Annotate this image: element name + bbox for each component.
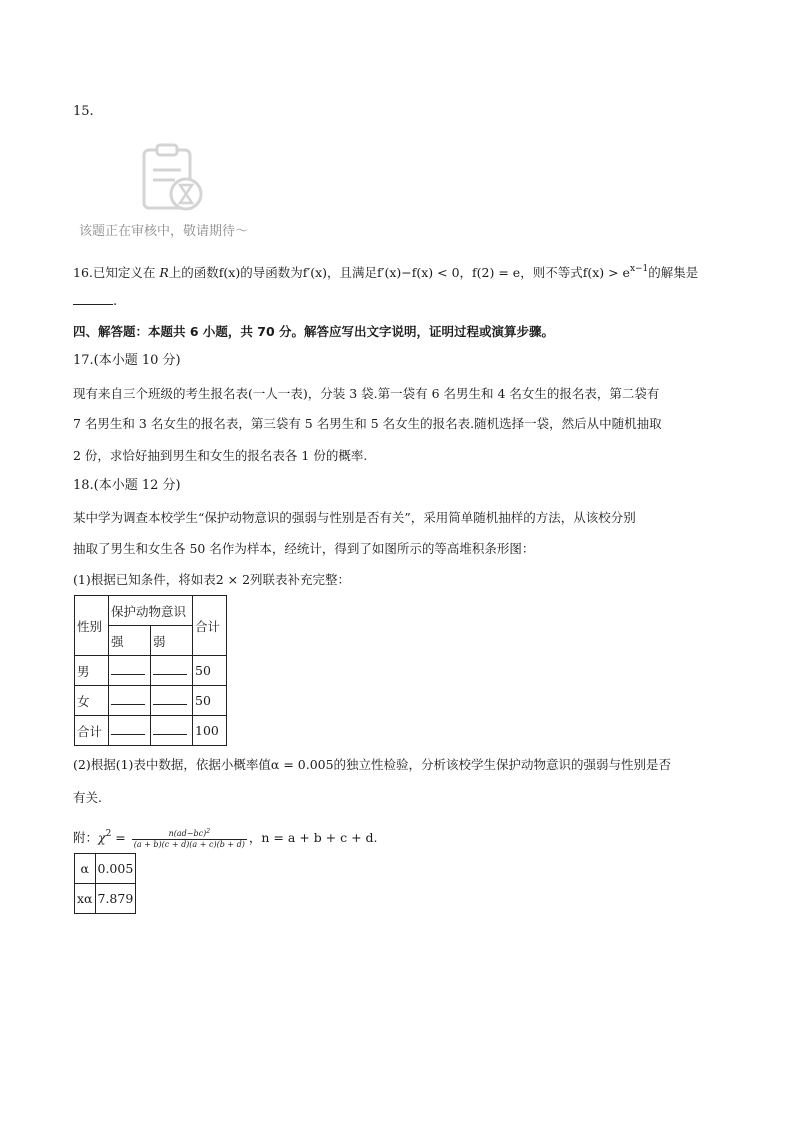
answer-blank xyxy=(153,724,187,735)
q17-line-1: 现有来自三个班级的考生报名表(一人一表)，分装 3 袋.第一袋有 6 名男生和 4 名女生的报名表，第二袋有 xyxy=(73,386,660,401)
q16-text-a: 16.已知定义在 xyxy=(73,265,156,280)
header-gender: 性别 xyxy=(75,596,109,656)
pending-review-icon xyxy=(138,142,208,216)
q16-exponent: x−1 xyxy=(629,264,649,274)
section-4-heading: 四、解答题：本题共 6 小题，共 70 分。解答应写出文字说明，证明过程或演算步骤。 xyxy=(73,324,555,339)
table-row: 女 50 xyxy=(75,686,227,716)
question-15-number: 15. xyxy=(73,104,94,119)
q18-line-2: 抽取了男生和女生各 50 名作为样本，经统计，得到了如图所示的等高堆积条形图： xyxy=(73,541,535,556)
header-weak: 弱 xyxy=(151,626,193,656)
table-row: α 0.005 xyxy=(75,854,136,884)
answer-blank xyxy=(153,694,187,705)
table-row: xα 7.879 xyxy=(75,884,136,914)
q18-line-1: 某中学为调查本校学生“保护动物意识的强弱与性别是否有关”，采用简单随机抽样的方法，从该校分别 xyxy=(73,510,636,525)
question-16 xyxy=(73,259,698,283)
formula-fraction: $\frac{n(ad-bc)^2}{(a + b)(c + d)(a + c)(b + d)}$ xyxy=(133,828,245,849)
q16-answer-blank: . xyxy=(73,292,117,312)
q18-part-2-line-2: 有关. xyxy=(73,790,102,805)
table-row: 男 50 xyxy=(75,656,227,686)
q18-label: 18.(本小题 12 分) xyxy=(73,478,181,493)
q17-label: 17.(本小题 10 分) xyxy=(73,353,181,368)
table-row: 合计 100 xyxy=(75,716,227,746)
critical-value-table xyxy=(74,853,136,914)
answer-blank xyxy=(153,664,187,675)
q18-part-1: (1)根据已知条件，将如表2 × 2列联表补充完整： xyxy=(73,572,351,587)
q17-line-3: 2 份，求恰好抽到男生和女生的报名表各 1 份的概率. xyxy=(73,448,368,463)
header-total: 合计 xyxy=(193,596,227,656)
answer-blank xyxy=(111,724,145,735)
contingency-table xyxy=(74,595,227,746)
q16-text-b: 上的函数f(x)的导函数为f′(x)，且满足f′(x)−f(x) < 0，f(2) = e，则不等式f(x) > e xyxy=(168,265,630,280)
pending-review-notice: 该题正在审核中，敬请期待～ xyxy=(79,224,249,239)
header-awareness: 保护动物意识 xyxy=(109,596,193,626)
q16-var-r: R xyxy=(159,265,169,280)
q16-text-c: 的解集是 xyxy=(648,265,699,280)
q18-part-2-line-1: (2)根据(1)表中数据，依据小概率值α = 0.005的独立性检验，分析该校学生保护动物意识的强弱与性别是否 xyxy=(73,757,672,772)
answer-blank xyxy=(111,694,145,705)
answer-blank xyxy=(111,664,145,675)
chi-square-formula: 附：$\chi^2$ = $\frac{n(ad-bc)^2}{(a + b)(c + d)(a + c)(b + d)}$ ，n = a + b + c + d. xyxy=(73,828,378,849)
header-strong: 强 xyxy=(109,626,151,656)
q17-line-2: 7 名男生和 3 名女生的报名表，第三袋有 5 名男生和 5 名女生的报名表.随机选择一袋，然后从中随机抽取 xyxy=(73,416,662,431)
